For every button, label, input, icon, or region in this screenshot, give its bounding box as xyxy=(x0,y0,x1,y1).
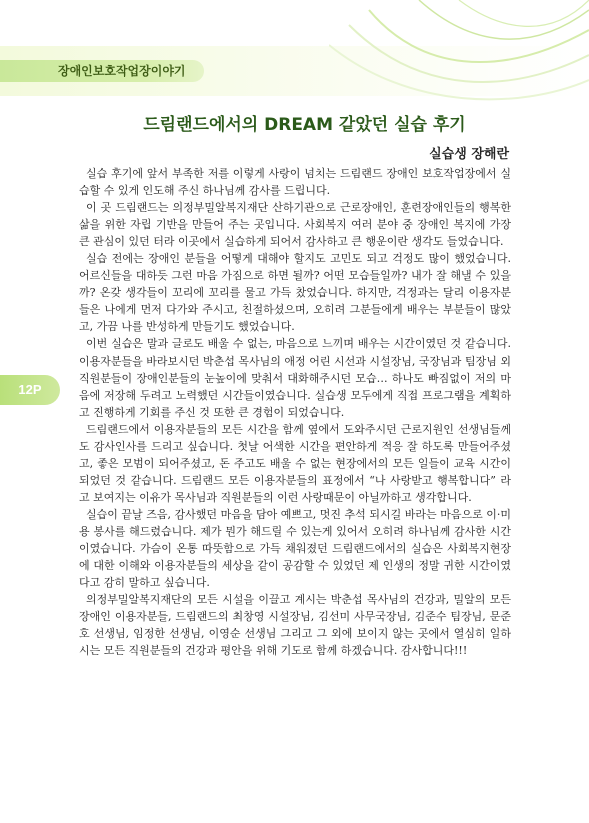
article-title: 드림랜드에서의 DREAM 같았던 실습 후기 xyxy=(143,115,466,135)
page-number-tab xyxy=(0,375,60,405)
article-body xyxy=(79,165,511,659)
paragraph: 의정부밀알복지재단의 모든 시설을 이끌고 계시는 박춘섭 목사님의 건강과, 밀알의 모든 장애인 이용자분들, 드림랜드의 최창영 시설장님, 김선미 사무국장님, 김준수 팀장님, 문준호 선생님, 임정한 선생님, 이영순 선생님 그리고 그 외에 보이지 않는 곳에서 열심히 일하시는 모든 직원분들의 건강과 평안을 위해 기도로 함께 하겠습니다. 감사합니다!!! xyxy=(79,593,511,658)
article-author: 실습생 장해란 xyxy=(429,147,509,162)
paragraph: 이 곳 드림랜드는 의정부밀알복지재단 산하기관으로 근로장애인, 훈련장애인들의 행복한 삶을 위한 자립 기반을 만들어 주는 곳입니다. 사회복지 여러 분야 중 장애인 복지에 가장 큰 관심이 있던 터라 이곳에서 실습하게 되어서 감사하고 큰 행운이란 생각도 들었습니다. xyxy=(79,201,511,249)
page-number: 12P xyxy=(18,382,42,397)
paragraph: 실습이 끝날 즈음, 감사했던 마음을 담아 예쁘고, 멋진 추석 되시길 바라는 마음으로 이·미용 봉사를 해드렸습니다. 제가 뭔가 해드릴 수 있는게 있어서 오히려 하나님께 감사한 시간이였습니다. 가슴이 온통 따뜻함으로 가득 채워졌던 드림랜드에서의 실습은 사회복지현장에 대한 이해와 이용자분들의 세상을 같이 공감할 수 있었던 제 인생의 정말 귀한 시간이였다고 감히 말하고 싶습니다. xyxy=(79,507,511,590)
paragraph: 실습 전에는 장애인 분들을 어떻게 대해야 할지도 고민도 되고 걱정도 많이 했었습니다. 어르신들을 대하듯 그런 마음 가짐으로 하면 될까? 어떤 모습들일까? 내가 잘 해낼 수 있을까? 온갖 생각들이 꼬리에 꼬리를 물고 가득 찼었습니다. 하지만, 걱정과는 달리 이용자분들은 나에게 먼저 다가와 주시고, 친절하셨으며, 오히려 그분들에게 배우는 부분들이 많았고, 가끔 나를 반성하게 만들기도 했었습니다. xyxy=(79,252,511,334)
paragraph: 실습 후기에 앞서 부족한 저를 이렇게 사랑이 넘치는 드림랜드 장애인 보호작업장에서 실습할 수 있게 인도해 주신 하나님께 감사를 드립니다. xyxy=(79,167,511,198)
paragraph: 드림랜드에서 이용자분들의 모든 시간을 함께 옆에서 도와주시던 근로지원인 선생님들께도 감사인사를 드리고 싶습니다. 첫날 어색한 시간을 편안하게 적응 잘 하도록 만들어주셨고, 좋은 모범이 되어주셨고, 돈 주고도 배울 수 없는 현장에서의 모든 일들이 교육 시간이 되었던 것 같습니다. 드림랜드 모든 이용자분들의 표정에서 “나 사랑받고 행복합니다” 라고 보여지는 이유가 목사님과 직원분들의 이런 사랑때문이 아닐까하고 생각합니다. xyxy=(79,422,511,504)
decorative-swirl-graphic xyxy=(329,0,589,115)
paragraph: 이번 실습은 말과 글로도 배울 수 없는, 마음으로 느끼며 배우는 시간이였던 것 같습니다. 이용자분들을 바라보시던 박춘섭 목사님의 애정 어린 시선과 시설장님, 국장님과 팀장님 외 직원분들이 장애인분들의 눈높이에 맞춰서 대화해주시던 모습… 하나도 빠짐없이 저의 마음에 저장해 두려고 노력했던 시간들이였습니다. 실습생 모두에게 직접 프로그램을 계획하고 진행하게 기회를 주신 것 또한 큰 경험이 되었습니다. xyxy=(79,337,511,419)
section-label: 장애인보호작업장이야기 xyxy=(0,60,204,82)
